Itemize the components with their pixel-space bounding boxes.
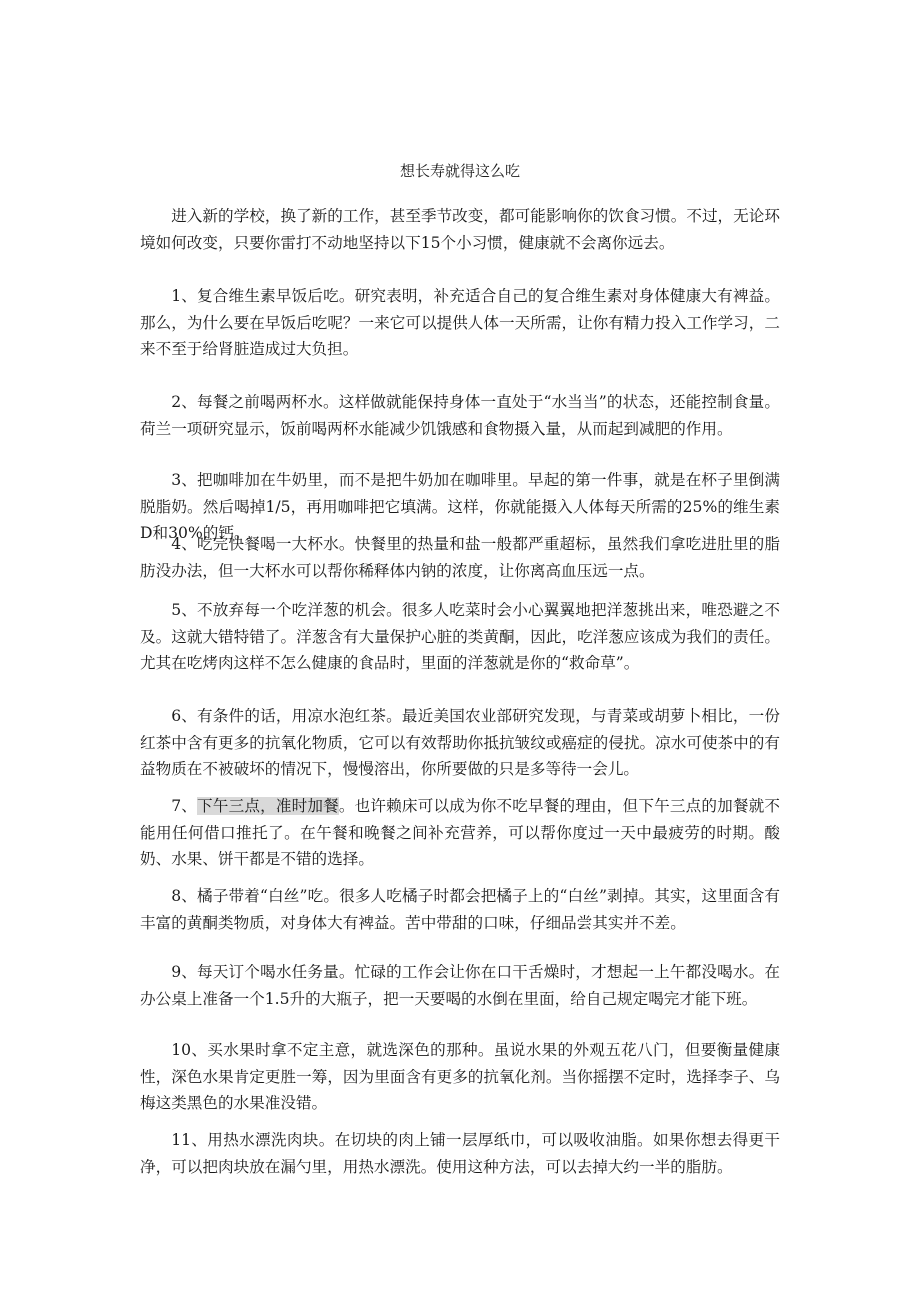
document-title: 想长寿就得这么吃: [399, 162, 520, 180]
tip-paragraph-2: 2、每餐之前喝两杯水。这样做就能保持身体一直处于“水当当”的状态，还能控制食量。荷兰一项研究显示，饭前喝两杯水能减少饥饿感和食物摄入量，从而起到减肥的作用。: [140, 393, 780, 438]
tip-paragraph-11: 11、用热水漂洗肉块。在切块的肉上铺一层厚纸巾，可以吸收油脂。如果你想去得更干净，可以把肉块放在漏勺里，用热水漂洗。使用这种方法，可以去掉大约一半的脂肪。: [140, 1131, 780, 1176]
tip-paragraph-7: [140, 793, 780, 873]
tip-7-highlight: 下午三点，准时加餐: [197, 797, 339, 815]
tip-paragraph-8: 8、橘子带着“白丝”吃。很多人吃橘子时都会把橘子上的“白丝”剥掉。其实，这里面含有丰富的黄酮类物质，对身体大有裨益。苦中带甜的口味，仔细品尝其实并不差。: [140, 887, 780, 932]
tip-paragraph-6: 6、有条件的话，用凉水泡红茶。最近美国农业部研究发现，与青菜或胡萝卜相比，一份红茶中含有更多的抗氧化物质，它可以有效帮助你抵抗皱纹或癌症的侵扰。凉水可使茶中的有益物质在不被破坏的情况下，慢慢溶出，你所要做的只是多等待一会儿。: [140, 707, 780, 778]
tip-7-rest: 。也许赖床可以成为你不吃早餐的理由，但下午三点的加餐就不能用任何借口推托了。在午餐和晚餐之间补充营养，可以帮你度过一天中最疲劳的时期。酸奶、水果、饼干都是不错的选择。: [140, 797, 780, 868]
tip-paragraph-10: 10、买水果时拿不定主意，就选深色的那种。虽说水果的外观五花八门，但要衡量健康性，深色水果肯定更胜一筹，因为里面含有更多的抗氧化剂。当你摇摆不定时，选择李子、乌梅这类黑色的水果准没错。: [140, 1041, 780, 1112]
tip-paragraph-1: 1、复合维生素早饭后吃。研究表明，补充适合自己的复合维生素对身体健康大有裨益。那么，为什么要在早饭后吃呢？一来它可以提供人体一天所需，让你有精力投入工作学习，二来不至于给肾脏造成过大负担。: [140, 287, 780, 358]
tip-7-prefix: 7、: [171, 797, 198, 815]
tip-paragraph-5: 5、不放弃每一个吃洋葱的机会。很多人吃菜时会小心翼翼地把洋葱挑出来，唯恐避之不及。这就大错特错了。洋葱含有大量保护心脏的类黄酮，因此，吃洋葱应该成为我们的责任。尤其在吃烤肉这样不怎么健康的食品时，里面的洋葱就是你的“救命草”。: [140, 601, 780, 672]
tip-paragraph-4: 4、吃完快餐喝一大杯水。快餐里的热量和盐一般都严重超标，虽然我们拿吃进肚里的脂肪没办法，但一大杯水可以帮你稀释体内钠的浓度，让你离高血压远一点。: [140, 535, 780, 580]
tip-paragraph-9: 9、每天订个喝水任务量。忙碌的工作会让你在口干舌燥时，才想起一上午都没喝水。在办公桌上准备一个1.5升的大瓶子，把一天要喝的水倒在里面，给自己规定喝完才能下班。: [140, 963, 780, 1008]
tip-paragraph-3: 3、把咖啡加在牛奶里，而不是把牛奶加在咖啡里。早起的第一件事，就是在杯子里倒满脱脂奶。然后喝掉1/5，再用咖啡把它填满。这样，你就能摄入人体每天所需的25%的维生素D和30%的钙。: [140, 471, 780, 542]
intro-paragraph: 进入新的学校，换了新的工作，甚至季节改变，都可能影响你的饮食习惯。不过，无论环境如何改变，只要你雷打不动地坚持以下15个小习惯，健康就不会离你远去。: [140, 207, 780, 252]
